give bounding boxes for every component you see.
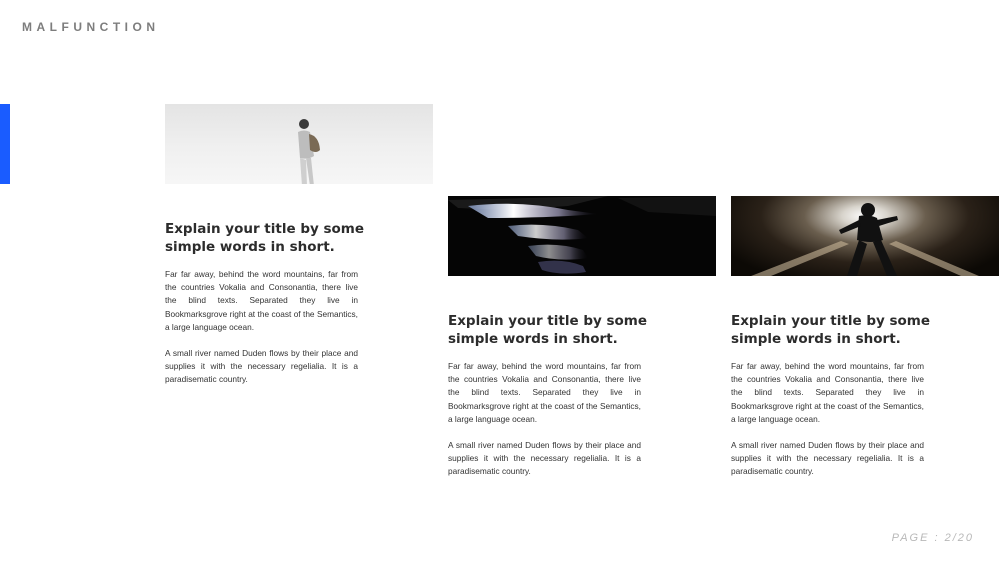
page-indicator: PAGE : 2/20 xyxy=(891,532,974,544)
glitch-light-streak-photo xyxy=(448,196,716,276)
man-with-backpack-in-fog-photo xyxy=(165,104,433,184)
card-paragraph-1: Far far away, behind the word mountains, far from the countries Vokalia and Consonantia, there live the blind texts. Separated they live in Bookmarksgrove right at the coast of the Semantics, a large language ocean. xyxy=(731,361,924,424)
card-paragraph-1: Far far away, behind the word mountains, far from the countries Vokalia and Consonantia, there live the blind texts. Separated they live in Bookmarksgrove right at the coast of the Semantics, a large language ocean. xyxy=(165,269,358,332)
card-title: Explain your title by some simple words in short. xyxy=(731,313,931,347)
content-card-1 xyxy=(165,104,435,387)
card-paragraph-2: A small river named Duden flows by their place and supplies it with the necessary regelialia. It is a paradisematic country. xyxy=(448,440,641,477)
person-in-tunnel-silhouette-photo xyxy=(731,196,999,276)
card-title: Explain your title by some simple words in short. xyxy=(165,221,365,255)
brand-logo-text: MALFUNCTION xyxy=(22,20,160,34)
man-figure-icon xyxy=(290,116,326,184)
accent-bar xyxy=(0,104,10,184)
content-card-3 xyxy=(731,196,1000,479)
card-title: Explain your title by some simple words in short. xyxy=(448,313,648,347)
card-paragraph-2: A small river named Duden flows by their place and supplies it with the necessary regelialia. It is a paradisematic country. xyxy=(731,440,924,477)
card-paragraph-2: A small river named Duden flows by their place and supplies it with the necessary regelialia. It is a paradisematic country. xyxy=(165,348,358,385)
tunnel-silhouette-icon xyxy=(731,196,999,276)
content-card-2 xyxy=(448,196,718,479)
card-paragraph-1: Far far away, behind the word mountains, far from the countries Vokalia and Consonantia, there live the blind texts. Separated they live in Bookmarksgrove right at the coast of the Semantics, a large language ocean. xyxy=(448,361,641,424)
glitch-streak-icon xyxy=(448,196,716,276)
